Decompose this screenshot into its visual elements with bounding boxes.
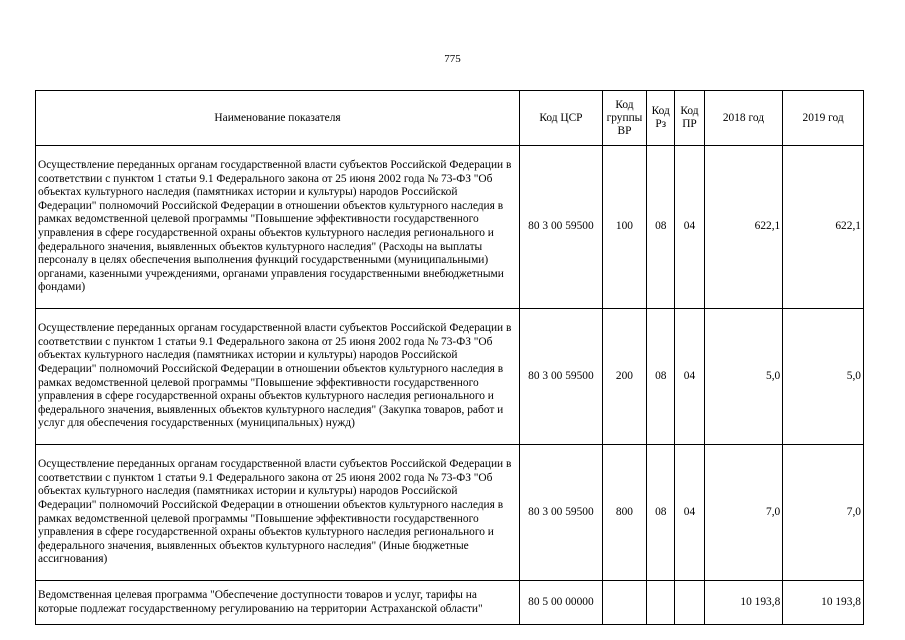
cell-rz: 08 (647, 146, 675, 309)
header-2018: 2018 год (704, 91, 783, 146)
table-header-row (36, 91, 864, 146)
cell-2019: 10 193,8 (783, 581, 864, 625)
cell-rz (647, 581, 675, 625)
cell-name: Ведомственная целевая программа "Обеспечение доступности товаров и услуг, тарифы на которые подлежат государственному регулированию на территории Астраханской области" (36, 581, 520, 625)
cell-2018: 622,1 (704, 146, 783, 309)
cell-pr: 04 (675, 309, 704, 445)
budget-table (35, 90, 864, 625)
cell-2019: 7,0 (783, 445, 864, 581)
cell-vr: 100 (602, 146, 646, 309)
cell-pr: 04 (675, 146, 704, 309)
cell-pr: 04 (675, 445, 704, 581)
cell-2018: 7,0 (704, 445, 783, 581)
header-vr: Код группы ВР (602, 91, 646, 146)
cell-name: Осуществление переданных органам государственной власти субъектов Российской Федерации в соответствии с пунктом 1 статьи 9.1 Федерального закона от 25 июня 2002 года № 73-ФЗ "Об объектах культурного наследия (памятниках истории и культуры) народов Российской Федерации" полномочий Российской Федерации в отношении объектов культурного наследия в рамках ведомственной целевой программы "Повышение эффективности государственного управления в сфере государственной охраны объектов культурного наследия регионального и федерального значения, выявленных объектов культурного наследия" (Расходы на выплаты персоналу в целях обеспечения выполнения функций государственными (муниципальными) органами, казенными учреждениями, органами управления государственными внебюджетными фондами) (36, 146, 520, 309)
cell-rz: 08 (647, 445, 675, 581)
table-row (36, 581, 864, 625)
cell-csr: 80 3 00 59500 (520, 309, 603, 445)
cell-csr: 80 3 00 59500 (520, 146, 603, 309)
header-2019: 2019 год (783, 91, 864, 146)
header-name: Наименование показателя (36, 91, 520, 146)
table-row (36, 445, 864, 581)
cell-rz: 08 (647, 309, 675, 445)
cell-2018: 5,0 (704, 309, 783, 445)
cell-vr: 200 (602, 309, 646, 445)
cell-2019: 622,1 (783, 146, 864, 309)
cell-vr: 800 (602, 445, 646, 581)
cell-csr: 80 3 00 59500 (520, 445, 603, 581)
cell-vr (602, 581, 646, 625)
header-pr: Код ПР (675, 91, 704, 146)
header-rz: Код Рз (647, 91, 675, 146)
header-csr: Код ЦСР (520, 91, 603, 146)
cell-name: Осуществление переданных органам государственной власти субъектов Российской Федерации в соответствии с пунктом 1 статьи 9.1 Федерального закона от 25 июня 2002 года № 73-ФЗ "Об объектах культурного наследия (памятниках истории и культуры) народов Российской Федерации" полномочий Российской Федерации в отношении объектов культурного наследия в рамках ведомственной целевой программы "Повышение эффективности государственного управления в сфере государственной охраны объектов культурного наследия регионального и федерального значения, выявленных объектов культурного наследия" (Закупка товаров, работ и услуг для обеспечения государственных (муниципальных) нужд) (36, 309, 520, 445)
page-number: 775 (444, 53, 461, 65)
cell-2018: 10 193,8 (704, 581, 783, 625)
cell-name: Осуществление переданных органам государственной власти субъектов Российской Федерации в соответствии с пунктом 1 статьи 9.1 Федерального закона от 25 июня 2002 года № 73-ФЗ "Об объектах культурного наследия (памятниках истории и культуры) народов Российской Федерации" полномочий Российской Федерации в отношении объектов культурного наследия в рамках ведомственной целевой программы "Повышение эффективности государственного управления в сфере государственной охраны объектов культурного наследия регионального и федерального значения, выявленных объектов культурного наследия" (Иные бюджетные ассигнования) (36, 445, 520, 581)
table-row (36, 309, 864, 445)
cell-2019: 5,0 (783, 309, 864, 445)
cell-pr (675, 581, 704, 625)
table-row (36, 146, 864, 309)
cell-csr: 80 5 00 00000 (520, 581, 603, 625)
